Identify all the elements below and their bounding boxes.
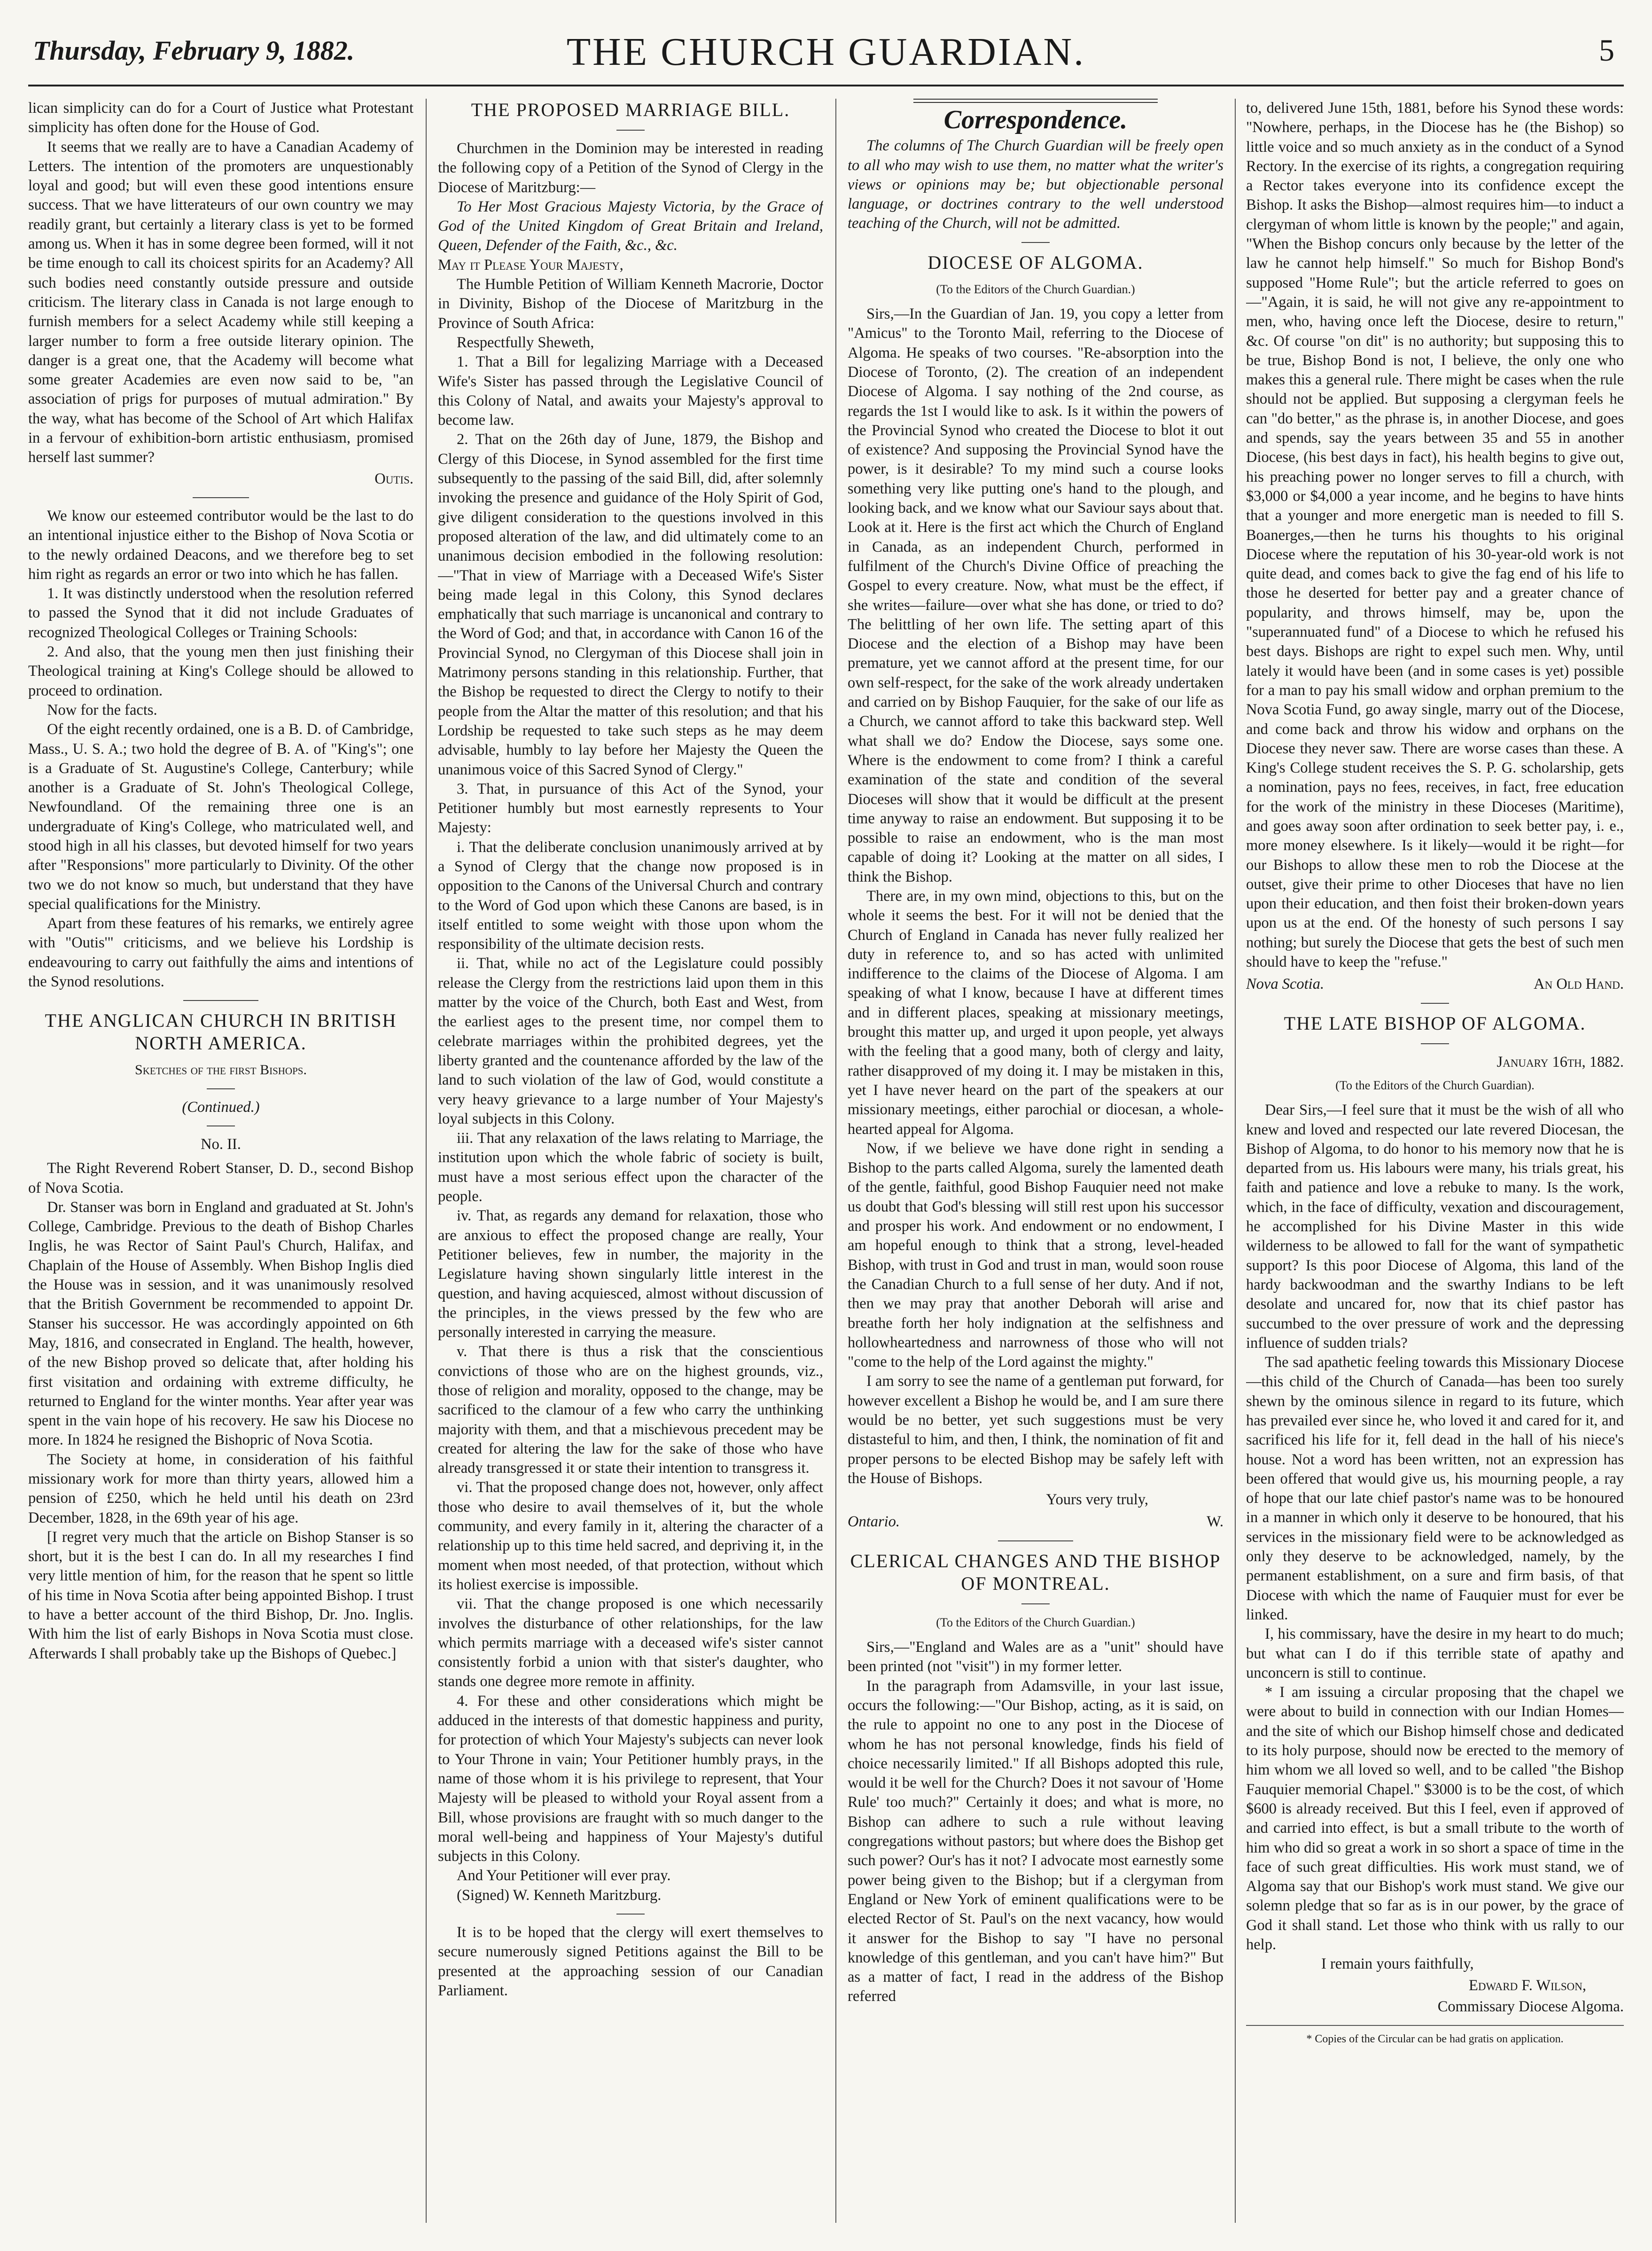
paragraph: 2. And also, that the young men then just finishing their Theological training at King's College should be allowed to proceed to ordination. [28, 643, 413, 699]
section-number: No. II. [201, 1135, 241, 1153]
paragraph: 3. That, in pursuance of this Act of the Synod, your Petitioner humbly but most earnestly represents to Your Majesty: [438, 780, 823, 836]
article-heading: CLERICAL CHANGES AND THE BISHOP OF MONTREAL. [850, 1550, 1221, 1594]
paragraph: vi. That the proposed change does not, however, only affect those who desire to avail themselves of it, but the whole community, and every family in it, altering the character of a relationship up to this time held sacred, and depriving it, in the moment when most needed, of that protection, without which its holiest exercise is impossible. [438, 1479, 823, 1593]
masthead [28, 19, 1624, 86]
column-rule [835, 99, 836, 2223]
section-heading: Correspondence. [943, 105, 1128, 134]
paragraph: The Society at home, in consideration of his faithful missionary work for more than thirty years, allowed him a pension of £250, which he held until his death on 23rd December, 1828, in the 69th year of his age. [28, 1451, 413, 1526]
editor-note: (To the Editors of the Church Guardian). [1335, 1078, 1535, 1092]
editor-note: (To the Editors of the Church Guardian.) [936, 282, 1135, 296]
article-heading: THE PROPOSED MARRIAGE BILL. [471, 99, 790, 120]
signature: Outis. [374, 470, 413, 487]
editorial-note: The columns of The Church Guardian will be freely open to all who may wish to use them, no matter what the writer's views or opinions may be; but objectionable personal language, or doctrines contrary to the well understood teaching of the Church, will not be admitted. [848, 137, 1223, 232]
divider [1021, 1603, 1050, 1604]
signer-name: Edward F. Wilson, [1469, 1977, 1586, 1994]
divider [207, 1088, 235, 1089]
newspaper-title: THE CHURCH GUARDIAN. [566, 30, 1086, 74]
letter-date: January 16th, 1882. [1496, 1053, 1624, 1071]
signature [848, 1512, 1223, 1532]
paragraph: Churchmen in the Dominion may be interested in reading the following copy of a Petition of the Synod of Clergy in the Diocese of Maritzburg:— [438, 140, 823, 196]
paragraph: Sirs,—In the Guardian of Jan. 19, you copy a letter from "Amicus" to the Toronto Mail, referring to the Diocese of Algoma. He speaks of two courses. "Re-absorption into the Diocese of Toronto, (2). The creation of an independent Diocese of Algoma. I say nothing of the 2nd course, as regards the 1st I would like to ask. Is it within the powers of the Provincial Synod who created the Diocese to blot it out of existence? And supposing the Provincial Synod have the power, is it desirable? To my mind such a course looks something very like putting one's hand to the plough, and looking back, and we know what our Saviour says about that. Look at it. Here is the first act which the Church of England in Canada, as an independent Church, performed in fulfilment of the Church's Divine Office of preaching the Gospel to every creature. Now, what must be the effect, if she writes—failure—over what she has done, or tried to do? The belittling of her own life. The setting apart of this Diocese and the election of a Bishop may have been premature, yet we cannot afford at the present time, for our own self-respect, for the sake of the work already undertaken and carried on by Bishop Fauquier, for the sake of our life as a Church, we cannot afford to take this backward step. Well what shall we do? Endow the Diocese, says some one. Where is the endowment to come from? I think a careful examination of the state and condition of the several Dioceses will show that it would be difficult at the present time anyway to raise an endowment. But supposing it to be possible to raise an endowment, who is the man most capable of doing it? Looking at the matter on all sides, I think the Bishop. [848, 305, 1223, 885]
paragraph: The Right Reverend Robert Stanser, D. D., second Bishop of Nova Scotia. [28, 1160, 413, 1196]
salutation: May it Please Your Majesty, [438, 256, 623, 274]
paragraph: In the paragraph from Adamsville, in your last issue, occurs the following:—"Our Bishop, acting, as it is said, on the rule to appoint no one to any post in the Diocese of whom he has not personal knowledge, finds his field of choice necessarily limited." If all Bishops adopted this rule, would it be well for the Church? Does it not savour of 'Home Rule' too much?" Certainly it does; and what is more, no Bishop can adhere to such a rule without leaving congregations without pastors; but where does the Bishop get such power? Our's has it not? I advocate most earnestly some power being given to the Bishop; but if a clergyman from England or New York of eminent qualifications were to be elected Rector of St. Paul's on the next vacancy, how would it answer for the Bishop to say "I have no personal knowledge of this gentleman, and you can't have him?" But as a matter of fact, I read in the address of the Bishop referred [848, 1677, 1223, 2005]
divider [616, 130, 645, 131]
petition-address: To Her Most Gracious Majesty Victoria, by the Grace of God of the United Kingdom of Great Britain and Ireland, Queen, Defender of the Faith, &c., &c. [438, 198, 823, 254]
column-rule [1235, 99, 1236, 2223]
paragraph: [I regret very much that the article on Bishop Stanser is so short, but it is the best I can do. In all my researches I find very little mention of him, for the reason that he spent so little of his time in Nova Scotia after being appointed Bishop. I trust to have a better account of the third Bishop, Dr. Jno. Inglis. With him the list of early Bishops in Nova Scotia must close. Afterwards I shall probably take up the Bishops of Quebec.] [28, 1528, 413, 1662]
newspaper-page [28, 19, 1624, 2237]
column-3 [848, 99, 1223, 2232]
continued-note: (Continued.) [182, 1098, 260, 1116]
paragraph: Now for the facts. [47, 701, 157, 719]
paragraph: I am sorry to see the name of a gentleman put forward, for however excellent a Bishop he would be, and I am sure there would be no better, yet such suggestions must be very distasteful to him, and then, I think, the nomination of fit and proper persons to be elected Bishop may be safely left with the House of Bishops. [848, 1373, 1223, 1487]
divider [1021, 242, 1050, 243]
issue-date: Thursday, February 9, 1882. [33, 35, 355, 66]
column-4 [1246, 99, 1624, 2232]
ornament-divider [183, 1000, 258, 1001]
signature-name: An Old Hand. [1534, 976, 1624, 993]
paragraph: ii. That, while no act of the Legislature could possibly release the Clergy from the restrictions laid upon them in this matter by the voice of the Church, both East and West, from the earliest ages to the present time, nor compel them to celebrate marriages within the prohibited degrees, yet the liberty granted and the countenance afforded by the law of the land to such violation of the law of God, would constitute a very heavy grievance to a large number of Your Majesty's loyal subjects in this Colony. [438, 955, 823, 1127]
signature-place: Nova Scotia. [1246, 976, 1325, 993]
closing [1246, 1954, 1624, 2017]
paragraph: The sad apathetic feeling towards this Missionary Diocese—this child of the Church of Canada—has been too surely shewn by the ominous silence in regard to its future, which has prevailed ever since he, who loved it and cared for it, and sacrificed his life for it, fell dead in the hall of his niece's house. Not a word has been written, not an expression has been offered that would give us, his mourning people, a ray of hope that our late chief pastor's name was to be honoured in a manner in which only it deserve to be honoured, that his services in the missionary field were to be acknowledged as only they deserve to be acknowledged, namely, by the permanent establishment, on a sure and firm basis, of that Diocese with which the name of Fauquier must for ever be linked. [1246, 1354, 1624, 1623]
footnote: * Copies of the Circular can be had gratis on application. [1246, 2025, 1624, 2049]
column-2 [438, 99, 823, 2232]
signature-place: Ontario. [848, 1513, 900, 1531]
paragraph: Dr. Stanser was born in England and graduated at St. John's College, Cambridge. Previous to the death of Bishop Charles Inglis, he was Rector of Saint Paul's Church, Halifax, and Chaplain of the House of Assembly. When Bishop Inglis died the House was in session, and it was unanimously resolved that the British Government be recommended to appoint Dr. Stanser his successor. He was accordingly appointed on 6th May, 1816, and consecrated in England. The health, however, of the new Bishop proved so delicate that, after holding his first visitation and ordaining with extreme difficulty, he returned to England for the winter months. Year after year was spent in the vain hope of his recovery. He saw his Diocese no more. In 1824 he resigned the Bishopric of Nova Scotia. [28, 1198, 413, 1449]
double-rule [913, 99, 1158, 103]
column-rule [426, 99, 427, 2223]
paragraph: It seems that we really are to have a Canadian Academy of Letters. The intention of the promoters are unquestionably loyal and good; but will even these good intentions ensure success. That we have litterateurs of our own country we may readily grant, but certainly a literary class is yet to be formed among us. When it has in some degree been formed, will it not be time enough to call its choicest spirits for an Academy? All such bodies need constantly outside pressure and outside criticism. The literary class in Canada is not large enough to furnish members for a select Academy while still keeping a larger number to form a free outside literary opinion. The danger is a great one, that the Academy will become what some greater Academies are even now said to be, "an association of prigs for purposes of mutual admiration." By the way, what has become of the School of Art which Halifax in a fervour of exhibition-born artistic enthusiasm, promised herself last summer? [28, 138, 413, 466]
paragraph: 2. That on the 26th day of June, 1879, the Bishop and Clergy of this Diocese, in Synod assembled for the first time subsequently to the passing of the said Bill, did, after solemnly invoking the presence and guidance of the Holy Spirit of God, give diligent consideration to the questions involved in this proposed alteration of the law, and did ultimately come to an unanimous decision embodied in the following resolution:—"That in view of Marriage with a Deceased Wife's Sister being made legal in this Colony, this Synod declares emphatically that such marriage is uncanonical and contrary to the Word of God; and that, in accordance with Canon 16 of the Provincial Synod, no Clergyman of this Diocese shall join in Matrimony persons standing in this relationship. Further, that the Bishop be requested to direct the Clergy to notify to their people from the Altar the matter of this resolution; and that his Lordship be requested to take such steps as he may deem advisable, humbly to lay before her Majesty the Queen the unanimous voice of this Sacred Synod of Clergy." [438, 431, 823, 778]
valediction: Yours very truly, [1046, 1491, 1148, 1508]
paragraph: 1. It was distinctly understood when the resolution referred to passed the Synod that it did not include Graduates of recognized Theological Colleges or Training Schools: [28, 585, 413, 641]
article-subheading: Sketches of the first Bishops. [135, 1062, 307, 1078]
signature: (Signed) W. Kenneth Maritzburg. [457, 1886, 662, 1904]
paragraph: v. That there is thus a risk that the conscientious convictions of those who are on the highest grounds, viz., those of religion and morality, opposed to the change, may be sacrificed to the clamour of a few who carry the unthinking majority with them, and that a mischievous precedent may be created for altering the law for the sake of those who have already transgressed it or state their intention to transgress it. [438, 1343, 823, 1477]
signature [1246, 975, 1624, 994]
paragraph: We know our esteemed contributor would be the last to do an intentional injustice either to the Bishop of Nova Scotia or to the newly ordained Deacons, and we therefore beg to set him right as regards an error or two into which he has fallen. [28, 507, 413, 583]
divider [616, 1914, 645, 1915]
paragraph: Of the eight recently ordained, one is a B. D. of Cambridge, Mass., U. S. A.; two hold the degree of B. A. of "King's"; one is a Graduate of St. Augustine's College, Canterbury; while another is a Graduate of St. John's Theological College, Newfoundland. Of the remaining three one is an undergraduate of King's College, who matriculated well, and stood high in all his classes, but devoted himself for two years after "Responsions" more particularly to Divinity. Of the other two we do not know so much, but understand that they have special qualifications for the Ministry. [28, 721, 413, 913]
paragraph: Apart from these features of his remarks, we entirely agree with "Outis'" criticisms, and we believe his Lordship is endeavouring to carry out faithfully the aims and intentions of the Synod resolutions. [28, 915, 413, 991]
paragraph: I, his commissary, have the desire in my heart to do much; but what can I do if this terrible state of apathy and unconcern is still to continue. [1246, 1626, 1624, 1681]
divider [1421, 1003, 1449, 1004]
divider [1421, 1043, 1449, 1044]
paragraph: lican simplicity can do for a Court of Justice what Protestant simplicity has often done for the House of God. [28, 100, 413, 136]
paragraph: Respectfully Sheweth, [457, 334, 594, 351]
article-heading: THE LATE BISHOP OF ALGOMA. [1284, 1012, 1586, 1034]
article-heading: DIOCESE OF ALGOMA. [927, 251, 1144, 273]
valediction: I remain yours faithfully, [1321, 1955, 1474, 1973]
signature-name: W. [1207, 1513, 1223, 1531]
paragraph: 1. That a Bill for legalizing Marriage with a Deceased Wife's Sister has passed through the Legislative Council of this Colony of Natal, and awaits your Majesty's approval to become law. [438, 353, 823, 429]
paragraph: Dear Sirs,—I feel sure that it must be the wish of all who knew and loved and respected our late revered Diocesan, the Bishop of Algoma, to do honor to his memory now that he is departed from us. His labours were many, his trials great, his faith and patience and love a rebuke to many. Is the work, which, in the face of difficulty, vexation and discouragement, he accomplished for his Divine Master in this wide wilderness to be allowed to fall for the want of sympathetic support? Is this poor Diocese of Algoma, this land of the hardy backwoodman and the swarthy Indians to be left desolate and uncared for, now that its chief pastor has succumbed to the over pressure of work and the depressing influence of sudden trials? [1246, 1102, 1624, 1352]
paragraph: to, delivered June 15th, 1881, before his Synod these words: "Nowhere, perhaps, in the Diocese has he (the Bishop) so little voice and so much anxiety as in the conduct of a Synod Rectory. In the exercise of its rights, a congregation requiring a Rector takes everyone into its confidence except the Bishop. It asks the Bishop—almost requires him—to induct a clergyman of whom little is known by the people;" and again, "When the Bishop concurs only because by the letter of the law he cannot help himself." So much for Bishop Bond's supposed "Home Rule"; but the article referred to goes on—"Again, it is said, he will not give any re-appointment to men, who, having once left the Diocese, desire to return," &c. Of course "on dit" is no authority; but supposing this to be true, Bishop Bond is not, I believe, the only one who makes this a general rule. There might be cases when the rule should not be applied. But supposing a clergyman feels he can "do better," as the phrase is, in another Diocese, and goes and spends, say the years between 35 and 55 in another Diocese, (his best days in fact), his health begins to give out, his preaching power no longer serves to fill a church, with $3,000 or $4,000 a year income, and he begins to have hints that a younger and more energetic man is needed to fill S. Boanerges,—then he turns his thoughts to his original Diocese where the reputation of his 30-year-old work is not quite dead, and comes back to give the fag end of his life to those he deserted for better pay and a greater chance of popularity, and throws himself, may be, upon the "superannuated fund" of a Diocese to which he refused his best days. Bishops are right to expel such men. Why, until lately it would have been (and in some cases is yet) possible for a man to pay his small widow and orphan premium to the Nova Scotia Fund, go away single, marry out of the Diocese, and come back and throw his widow and orphans on the Diocese they never saw. There are worse cases than these. A King's College student receives the S. P. G. scholarship, gets a nomination, pays no fees, receives, in fact, free education for the work of the ministry in these Dioceses (Maritime), and goes away soon after ordination to seek better pay, i. e., more money elsewhere. Is it likely—would it be right—for our Bishops to allow these men to rob the Diocese at the outset, give their prime to other Dioceses that have no lien upon their education, and then foist their broken-down years upon us at the end. Of the honesty of such persons I say nothing; but surely the Diocese that gets the best of such men should have to keep the "refuse." [1246, 100, 1624, 971]
paragraph: Sirs,—"England and Wales are as a "unit" should have been printed (not "visit") in my former letter. [848, 1639, 1223, 1675]
divider [998, 1540, 1073, 1541]
paragraph: * I am issuing a circular proposing that the chapel we were about to build in connection with our Indian Homes—and the site of which our Bishop himself chose and dedicated to its holy purpose, should now be erected to the memory of him whom we all loved so well, and to be called "the Bishop Fauquier memorial Chapel." $3000 is to be the cost, of which $600 is already received. But this I feel, even if approved of and carried into effect, is but a small tribute to the worth of him who did so great a work in so short a space of time in the face of such great difficulties. His work must stand, we of Algoma say that our Bishop's work must stand. We give our solemn pledge that so far as is in our power, by the grace of God it shall stand. Let those who think with us rally to our help. [1246, 1684, 1624, 1954]
paragraph: vii. That the change proposed is one which necessarily involves the disturbance of other relationships, for the law which permits marriage with a deceased wife's sister cannot consistently forbid a union with that sister's daughter, who stands one degree more remote in affinity. [438, 1595, 823, 1690]
paragraph: It is to be hoped that the clergy will exert themselves to secure numerously signed Petitions against the Bill to be presented at the approaching session of our Canadian Parliament. [438, 1924, 823, 1999]
column-1 [28, 99, 413, 2232]
article-heading: THE ANGLICAN CHURCH IN BRITISH NORTH AMERICA. [45, 1010, 397, 1054]
signer-title: Commissary Diocese Algoma. [1437, 1998, 1624, 2015]
paragraph: And Your Petitioner will ever pray. [457, 1867, 671, 1884]
divider [193, 497, 249, 498]
paragraph: iv. That, as regards any demand for relaxation, those who are anxious to effect the proposed change are really, Your Petitioner believes, few in number, the majority in the Legislature having shown singularly little interest in the question, and having acquiesced, almost without discussion of the principles, in the views pressed by the few who are personally interested in carrying the measure. [438, 1207, 823, 1341]
paragraph: The Humble Petition of William Kenneth Macrorie, Doctor in Divinity, Bishop of the Diocese of Maritzburg in the Province of South Africa: [438, 276, 823, 332]
paragraph: Now, if we believe we have done right in sending a Bishop to the parts called Algoma, surely the lamented death of the gentle, faithful, good Bishop Fauquier need not make us doubt that God's blessing will still rest upon his successor and prosper his work. And endowment or no endowment, I am hopeful enough to think that a strong, level-headed Bishop, with trust in God and trust in man, would soon rouse the Canadian Church to a full sense of her duty. And if not, then we may pray that another Deborah will arise and breathe forth her holy indignation at the selfishness and hollowheartedness and narrowness of those who will not "come to the help of the Lord against the mighty." [848, 1140, 1223, 1371]
paragraph: i. That the deliberate conclusion unanimously arrived at by a Synod of Clergy that the change now proposed is in opposition to the Canons of the Universal Church and contrary to the Word of God upon which these Canons are based, is in itself entitled to some weight with those upon whom the responsibility of the ultimate decision rests. [438, 838, 823, 953]
editor-note: (To the Editors of the Church Guardian.) [936, 1615, 1135, 1629]
paragraph: There are, in my own mind, objections to this, but on the whole it seems the best. For it will not be denied that the Church of England in Canada has never fully realized her duty in reference to, and so has acted with unlimited indifference to the claims of the Diocese of Algoma. I am speaking of what I know, because I have at different times and in different places, speaking at missionary meetings, brought this matter up, and urged it upon people, yet always with the feeling that a good many, both of clergy and laity, rather disapproved of my doing it. I may be mistaken in this, yet I have never heard on the part of the speakers at our missionary meetings, either parochial or diocesan, a whole-hearted appeal for Algoma. [848, 887, 1223, 1138]
paragraph: 4. For these and other considerations which might be adduced in the interests of that domestic happiness and purity, for protection of which Your Majesty's subjects can never look to Your Throne in vain; Your Petitioner humbly prays, in the name of those whom it is his privilege to represent, that Your Majesty will be pleased to withold your Royal assent from a Bill, whose provisions are fraught with so much danger to the moral well-being and happiness of Your Majesty's dutiful subjects in this Colony. [438, 1692, 823, 1865]
paragraph: iii. That any relaxation of the laws relating to Marriage, the institution upon which the whole fabric of society is built, must have a most serious effect upon the character of the people. [438, 1130, 823, 1205]
page-number: 5 [1599, 33, 1614, 68]
